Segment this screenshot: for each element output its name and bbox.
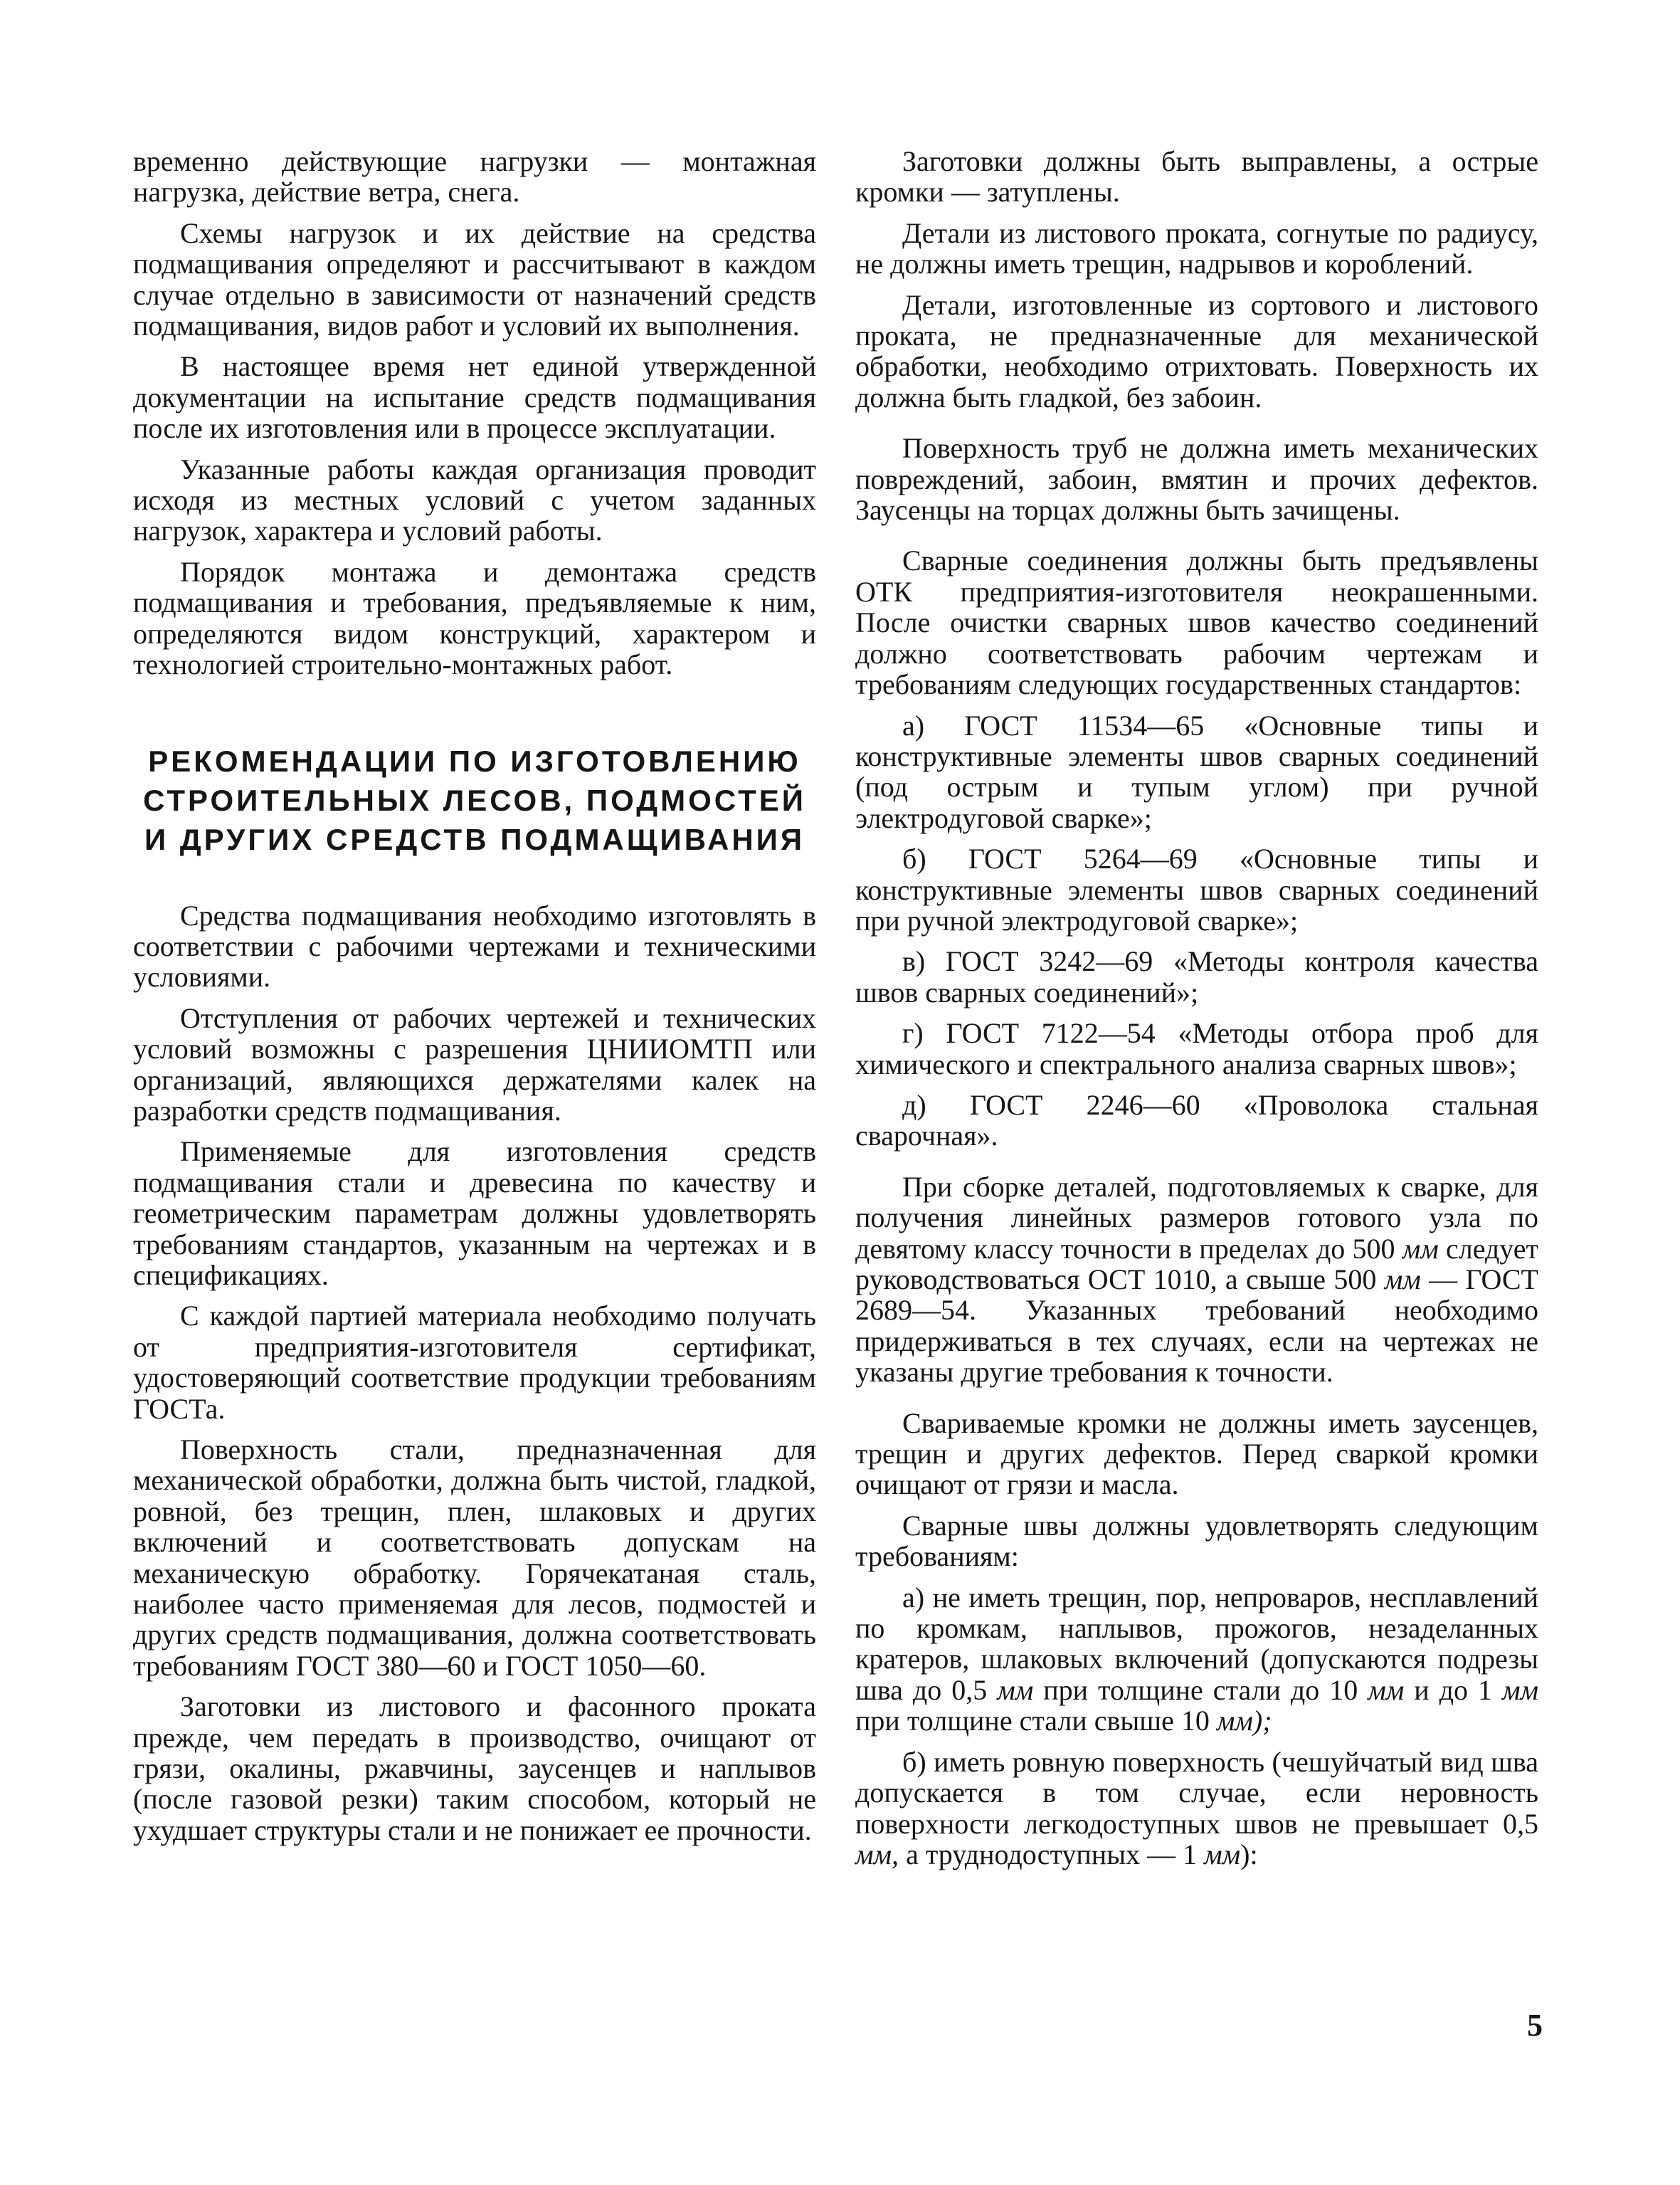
paragraph: Заготовки из листового и фасонного проката прежде, чем передать в производство, очищают от грязи, окалины, ржавчины, заусенцев и наплывов (после газовой резки) таким способом, который не ухудшает структуры стали и не понижает ее прочности. bbox=[133, 1690, 816, 1846]
paragraph: Детали из листового проката, согнутые по радиусу, не должны иметь трещин, надрывов и короблений. bbox=[855, 216, 1538, 280]
requirement-item bbox=[855, 1747, 1538, 1870]
paragraph: Детали, изготовленные из сортового и листового проката, не предназначенные для механической обработки, необходимо отрихтовать. Поверхность их должна быть гладкой, без забоин. bbox=[855, 288, 1538, 414]
paragraph: Сварные швы должны удовлетворять следующим требованиям: bbox=[855, 1509, 1538, 1573]
unit-mm: мм bbox=[1204, 1838, 1241, 1870]
text-fragment: б) иметь ровную поверхность (чешуйчатый вид шва допускается в том случае, если неровность поверхности легкодоступных швов не превышает 0,5 bbox=[855, 1745, 1538, 1840]
paragraph: Сварные соединения должны быть предъявлены ОТК предприятия-изготовителя неокрашенными. После очистки сварных швов качество соединений должно соответствовать рабочим чертежам и требованиям следующих государственных стандартов: bbox=[855, 544, 1538, 701]
page-number: 5 bbox=[1527, 2008, 1543, 2043]
assembly-paragraph bbox=[855, 1172, 1538, 1388]
text-fragment: а труднодоступных — 1 bbox=[899, 1838, 1205, 1870]
standard-item: в) ГОСТ 3242—69 «Методы контроля качества швов сварных соединений»; bbox=[855, 945, 1538, 1009]
paragraph: Порядок монтажа и демонтажа средств подмащивания и требования, предъявляемые к ним, определяются видом конструкций, характером и технологией строительно-монтажных работ. bbox=[133, 555, 816, 681]
text-fragment: При сборке деталей, подготовляемых к сварке, для получения линейных размеров готового узла по девятому классу точности в пределах до 500 bbox=[855, 1170, 1538, 1265]
unit-mm: мм, bbox=[855, 1838, 899, 1870]
text-fragment: и до 1 bbox=[1404, 1673, 1502, 1706]
text-fragment: а) не иметь трещин, пор, непроваров, несплавлений по кромкам, наплывов, прожогов, незаделанных кратеров, шлаковых включений (допускаются подрезы шва до 0,5 bbox=[855, 1581, 1538, 1706]
paragraph: Схемы нагрузок и их действие на средства подмащивания определяют и рассчитывают в каждом случае отдельно в зависимости от назначений средств подмащивания, видов работ и условий их выполнения. bbox=[133, 216, 816, 342]
text-fragment: следует руководствоваться ОСТ 1010, а свыше 500 bbox=[855, 1232, 1539, 1295]
unit-mm: мм bbox=[997, 1673, 1034, 1706]
paragraph: Средства подмащивания необходимо изготовлять в соответствии с рабочими чертежами и техническими условиями. bbox=[133, 899, 816, 994]
text-fragment: при толщине стали до 10 bbox=[1033, 1673, 1368, 1706]
paragraph: Указанные работы каждая организация проводит исходя из местных условий с учетом заданных нагрузок, характера и условий работы. bbox=[133, 453, 816, 547]
paragraph: Поверхность труб не должна иметь механических повреждений, забоин, вмятин и прочих дефектов. Заусенцы на торцах должны быть зачищены. bbox=[855, 432, 1538, 527]
paragraph: Заготовки должны быть выправлены, а острые кромки — затуплены. bbox=[855, 145, 1538, 209]
unit-mm: мм bbox=[1501, 1673, 1538, 1706]
right-column bbox=[855, 146, 1538, 1880]
paragraph: временно действующие нагрузки — монтажная нагрузка, действие ветра, снега. bbox=[133, 145, 816, 209]
paragraph: Отступления от рабочих чертежей и технических условий возможны с разрешения ЦНИИОМТП или организаций, являющихся держателями калек на разработки средств подмащивания. bbox=[133, 1001, 816, 1127]
standard-item: а) ГОСТ 11534—65 «Основные типы и конструктивные элементы швов сварных соединений (под острым и тупым углом) при ручной электродуговой сварке»; bbox=[855, 709, 1538, 834]
text-fragment: ): bbox=[1240, 1838, 1258, 1870]
section-heading: РЕКОМЕНДАЦИИ ПО ИЗГОТОВЛЕНИЮ СТРОИТЕЛЬНЫХ ЛЕСОВ, ПОДМОСТЕЙ И ДРУГИХ СРЕДСТВ ПОДМАЩИВАНИЯ bbox=[143, 744, 806, 856]
standard-item: г) ГОСТ 7122—54 «Методы отбора проб для химического и спектрального анализа сварных швов»; bbox=[855, 1017, 1538, 1080]
unit-mm: мм bbox=[1384, 1263, 1421, 1295]
unit-mm: мм bbox=[1368, 1673, 1405, 1706]
unit-mm: мм bbox=[1402, 1232, 1439, 1265]
paragraph: В настоящее время нет единой утвержденной документации на испытание средств подмащивания после их изготовления или в процессе эксплуатации. bbox=[133, 350, 816, 445]
text-fragment: при толщине стали свыше 10 bbox=[855, 1705, 1217, 1737]
paragraph: С каждой партией материала необходимо получать от предприятия-изготовителя сертификат, удостоверяющий соответствие продукции требованиям ГОСТа. bbox=[133, 1300, 816, 1425]
paragraph: Поверхность стали, предназначенная для механической обработки, должна быть чистой, гладкой, ровной, без трещин, плен, шлаковых и других включений и соответствовать допускам на механическую обработку. Горячекатаная сталь, наиболее часто применяемая для лесов, подмостей и других средств подмащивания, должна соответствовать требованиям ГОСТ 380—60 и ГОСТ 1050—60. bbox=[133, 1433, 816, 1682]
left-column bbox=[133, 146, 816, 1855]
standard-item: д) ГОСТ 2246—60 «Проволока стальная сварочная». bbox=[855, 1088, 1538, 1152]
unit-mm: мм); bbox=[1216, 1705, 1272, 1737]
paragraph: Применяемые для изготовления средств подмащивания стали и древесина по качеству и геометрическим параметрам должны удовлетворять требованиям стандартов, указанным на чертежах и в спецификациях. bbox=[133, 1135, 816, 1291]
requirement-item bbox=[855, 1582, 1538, 1737]
text-fragment: — ГОСТ 2689—54. Указанных требований необходимо придерживаться в тех случаях, если на чертежах не указаны другие требования к точности. bbox=[855, 1263, 1538, 1389]
standard-item: б) ГОСТ 5264—69 «Основные типы и конструктивные элементы швов сварных соединений при ручной электродуговой сварке»; bbox=[855, 843, 1538, 937]
paragraph: Свариваемые кромки не должны иметь заусенцев, трещин и других дефектов. Перед сваркой кромки очищают от грязи и масла. bbox=[855, 1406, 1538, 1501]
